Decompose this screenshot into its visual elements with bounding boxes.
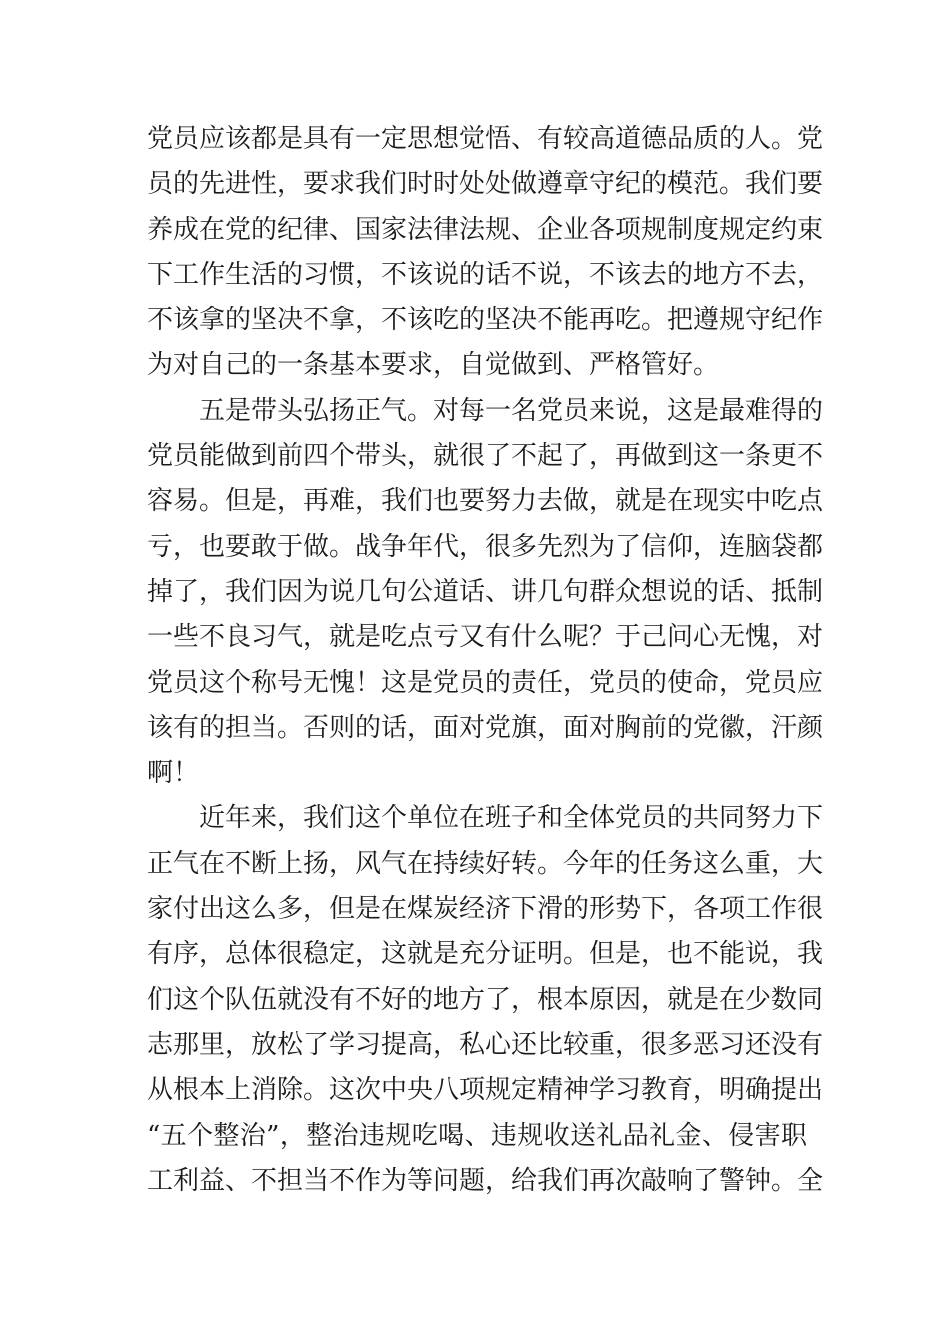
text-line: 掉了，我们因为说几句公道话、讲几句群众想说的话、抵制 bbox=[147, 576, 824, 607]
text-line: 不该拿的坚决不拿，不该吃的坚决不能再吃。把遵规守纪作 bbox=[147, 305, 824, 336]
text-line: 党员应该都是具有一定思想觉悟、有较高道德品质的人。党 bbox=[147, 124, 824, 154]
paragraph-first-line: 五是带头弘扬正气。对每一名党员来说，这是最难得的 bbox=[199, 395, 824, 426]
text-line: 党员这个称号无愧！这是党员的责任，党员的使命，党员应 bbox=[147, 667, 824, 698]
text-line: 亏，也要敢于做。战争年代，很多先烈为了信仰，连脑袋都 bbox=[147, 531, 824, 562]
text-line: 志那里，放松了学习提高，私心还比较重，很多恶习还没有 bbox=[147, 1029, 824, 1060]
text-line: 党员能做到前四个带头，就很了不起了，再做到这一条更不 bbox=[147, 441, 824, 472]
text-line: 正气在不断上扬，风气在持续好转。今年的任务这么重，大 bbox=[147, 848, 824, 879]
text-line: 养成在党的纪律、国家法律法规、企业各项规制度规定约束 bbox=[147, 214, 824, 245]
text-line: 家付出这么多，但是在煤炭经济下滑的形势下，各项工作很 bbox=[147, 894, 824, 925]
text-line: “五个整治”，整治违规吃喝、违规收送礼品礼金、侵害职 bbox=[147, 1120, 807, 1151]
text-line: 工利益、不担当不作为等问题，给我们再次敲响了警钟。全 bbox=[147, 1165, 824, 1196]
text-line: 容易。但是，再难，我们也要努力去做，就是在现实中吃点 bbox=[147, 486, 824, 517]
text-line: 该有的担当。否则的话，面对党旗，面对胸前的党徽，汗颜 bbox=[147, 712, 824, 743]
text-line: 从根本上消除。这次中央八项规定精神学习教育，明确提出 bbox=[147, 1075, 824, 1106]
text-line: 们这个队伍就没有不好的地方了，根本原因，就是在少数同 bbox=[147, 984, 824, 1015]
paragraph-first-line: 近年来，我们这个单位在班子和全体党员的共同努力下 bbox=[199, 803, 824, 834]
text-line: 啊！ bbox=[147, 758, 200, 789]
text-line: 有序，总体很稳定，这就是充分证明。但是，也不能说，我 bbox=[147, 939, 824, 970]
text-line: 为对自己的一条基本要求，自觉做到、严格管好。 bbox=[147, 350, 720, 381]
text-line: 员的先进性，要求我们时时处处做遵章守纪的模范。我们要 bbox=[147, 169, 824, 200]
body-text bbox=[147, 117, 824, 1204]
text-line: 一些不良习气，就是吃点亏又有什么呢？于己问心无愧，对 bbox=[147, 622, 824, 653]
text-line: 下工作生活的习惯，不该说的话不说，不该去的地方不去， bbox=[147, 259, 824, 290]
